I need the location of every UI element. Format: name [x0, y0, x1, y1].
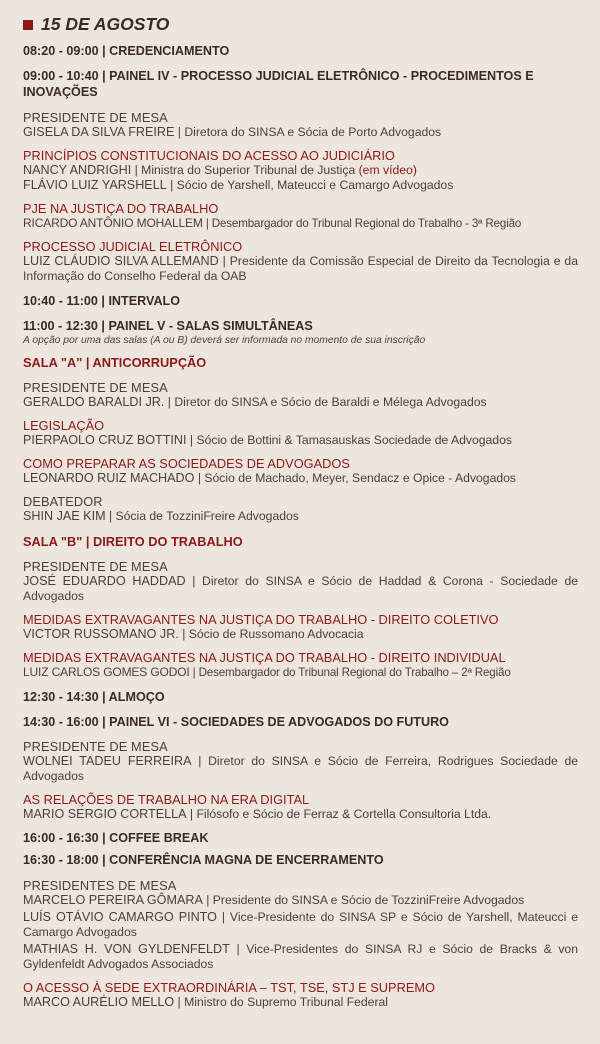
speaker-entry	[23, 216, 578, 231]
slot-intervalo: 10:40 - 11:00 | INTERVALO	[23, 294, 181, 308]
topic-title: PROCESSO JUDICIAL ELETRÔNICO	[23, 239, 243, 254]
topic-title: PJE NA JUSTIÇA DO TRABALHO	[23, 201, 219, 216]
speaker-entry	[23, 665, 578, 680]
speaker-name: LUIZ CARLOS GOMES GODOI	[23, 665, 190, 679]
speaker-entry	[23, 433, 578, 448]
topic-title: MEDIDAS EXTRAVAGANTES NA JUSTIÇA DO TRABALHO - DIREITO INDIVIDUAL	[23, 650, 506, 665]
speaker-entry	[23, 893, 578, 908]
slot-credenciamento: 08:20 - 09:00 | CREDENCIAMENTO	[23, 44, 230, 58]
speaker-entry	[23, 125, 578, 140]
topic-title: O ACESSO À SEDE EXTRAORDINÁRIA – TST, TSE, STJ E SUPREMO	[23, 980, 435, 995]
speaker-entry	[23, 995, 578, 1010]
speaker-name: MARCO AURÉLIO MELLO	[23, 995, 175, 1009]
speaker-desc: | Sócio de Bottini & Tamasauskas Sociedade de Advogados	[186, 433, 512, 447]
speaker-name: SHIN JAE KIM	[23, 509, 106, 523]
speaker-name: FLÁVIO LUIZ YARSHELL	[23, 178, 167, 192]
speaker-entry	[23, 754, 578, 784]
sala-b-heading: SALA "B" | DIREITO DO TRABALHO	[23, 534, 243, 549]
speaker-desc: | Diretor do SINSA e Sócio de Baraldi e Mélega Advogados	[164, 395, 487, 409]
speaker-name: MARCELO PEREIRA GÔMARA	[23, 893, 203, 907]
slot-painel-6: 14:30 - 16:00 | PAINEL VI - SOCIEDADES DE ADVOGADOS DO FUTURO	[23, 715, 449, 729]
slot-painel-4: 09:00 - 10:40 | PAINEL IV - PROCESSO JUDICIAL ELETRÔNICO - PROCEDIMENTOS E INOVAÇÕES	[23, 69, 534, 99]
speaker-desc: | Sócio de Yarshell, Mateucci e Camargo Advogados	[166, 178, 454, 192]
speaker-desc: | Diretor do SINSA e Sócio de Haddad & Corona - Sociedade de Advogados	[23, 574, 579, 603]
role-label: PRESIDENTE DE MESA	[23, 559, 168, 574]
speaker-name: JOSÉ EDUARDO HADDAD	[23, 574, 186, 588]
speaker-entry	[23, 509, 578, 524]
sala-a-heading: SALA "A" | ANTICORRUPÇÃO	[23, 355, 207, 370]
speaker-desc: | Vice-Presidente do SINSA SP e Sócio de Yarshell, Mateucci e Camargo Advogados	[23, 910, 578, 939]
role-label: PRESIDENTE DE MESA	[23, 110, 168, 125]
speaker-desc: | Vice-Presidentes do SINSA RJ e Sócio de Bracks & von Gyldenfeldt Advogados Associados	[23, 942, 578, 971]
speaker-desc: | Diretora do SINSA e Sócia de Porto Advogados	[174, 125, 442, 139]
speaker-name: VICTOR RUSSOMANO JR.	[23, 627, 179, 641]
video-note: (em vídeo)	[358, 163, 417, 177]
slot-coffee-break: 16:00 - 16:30 | COFFEE BREAK	[23, 831, 209, 845]
speaker-desc: | Sócia de TozziniFreire Advogados	[105, 509, 299, 523]
speaker-desc: | Presidente da Comissão Especial de Direito da Tecnologia e da Informação do Conselho Federal da OAB	[23, 254, 578, 283]
speaker-entry	[23, 395, 578, 410]
speaker-desc: | Ministra do Superior Tribunal de Justiça	[131, 163, 359, 177]
speaker-desc: | Filósofo e Sócio de Ferraz & Cortella Consultoria Ltda.	[186, 807, 492, 821]
speaker-entry	[23, 942, 578, 972]
speaker-desc: | Ministro do Supremo Tribunal Federal	[174, 995, 389, 1009]
speaker-name: GISELA DA SILVA FREIRE	[23, 125, 175, 139]
slot-painel-5: 11:00 - 12:30 | PAINEL V - SALAS SIMULTÂNEAS	[23, 319, 313, 333]
speaker-name: NANCY ANDRIGHI	[23, 163, 132, 177]
topic-title: MEDIDAS EXTRAVAGANTES NA JUSTIÇA DO TRABALHO - DIREITO COLETIVO	[23, 612, 499, 627]
bullet-square-icon	[23, 20, 33, 30]
speaker-entry	[23, 574, 578, 604]
speaker-desc: | Sócio de Machado, Meyer, Sendacz e Opice - Advogados	[194, 471, 517, 485]
speaker-name: GERALDO BARALDI JR.	[23, 395, 165, 409]
speaker-name: RICARDO ANTÔNIO MOHALLEM	[23, 216, 203, 230]
speaker-name: WOLNEI TADEU FERREIRA	[23, 754, 192, 768]
speaker-entry	[23, 471, 578, 486]
date-heading	[23, 14, 578, 35]
role-label: PRESIDENTE DE MESA	[23, 380, 168, 395]
speaker-name: MARIO SERGIO CORTELLA	[23, 807, 187, 821]
role-label: DEBATEDOR	[23, 494, 103, 509]
topic-title: AS RELAÇÕES DE TRABALHO NA ERA DIGITAL	[23, 792, 310, 807]
slot-conferencia: 16:30 - 18:00 | CONFERÊNCIA MAGNA DE ENCERRAMENTO	[23, 853, 384, 867]
topic-title: PRINCÍPIOS CONSTITUCIONAIS DO ACESSO AO JUDICIÁRIO	[23, 148, 395, 163]
speaker-entry	[23, 807, 578, 822]
slot-almoco: 12:30 - 14:30 | ALMOÇO	[23, 690, 165, 704]
topic-title: COMO PREPARAR AS SOCIEDADES DE ADVOGADOS	[23, 456, 350, 471]
speaker-entry	[23, 910, 578, 940]
speaker-entry	[23, 163, 578, 178]
role-label: PRESIDENTE DE MESA	[23, 739, 168, 754]
speaker-desc: | Sócio de Russomano Advocacia	[178, 627, 364, 641]
speaker-name: MATHIAS H. VON GYLDENFELDT	[23, 942, 230, 956]
speaker-name: LUÍS OTÁVIO CAMARGO PINTO	[23, 910, 217, 924]
speaker-entry	[23, 627, 578, 642]
date-title: 15 DE AGOSTO	[41, 14, 170, 34]
speaker-desc: | Desembargador do Tribunal Regional do Trabalho – 2ª Região	[189, 666, 511, 679]
topic-title: LEGISLAÇÃO	[23, 418, 105, 433]
speaker-name: LEONARDO RUIZ MACHADO	[23, 471, 195, 485]
speaker-name: LUIZ CLÁUDIO SILVA ALLEMAND	[23, 254, 219, 268]
speaker-desc: | Desembargador do Tribunal Regional do Trabalho - 3ª Região	[202, 217, 522, 230]
speaker-entry	[23, 178, 578, 193]
speaker-desc: | Diretor do SINSA e Sócio de Ferreira, Rodrigues Sociedade de Advogados	[23, 754, 579, 783]
speaker-desc: | Presidente do SINSA e Sócio de TozziniFreire Advogados	[202, 893, 525, 907]
speaker-name: PIERPAOLO CRUZ BOTTINI	[23, 433, 187, 447]
painel-5-note: A opção por uma das salas (A ou B) deverá ser informada no momento de sua inscrição	[23, 335, 426, 346]
speaker-entry	[23, 254, 578, 284]
role-label: PRESIDENTES DE MESA	[23, 878, 177, 893]
